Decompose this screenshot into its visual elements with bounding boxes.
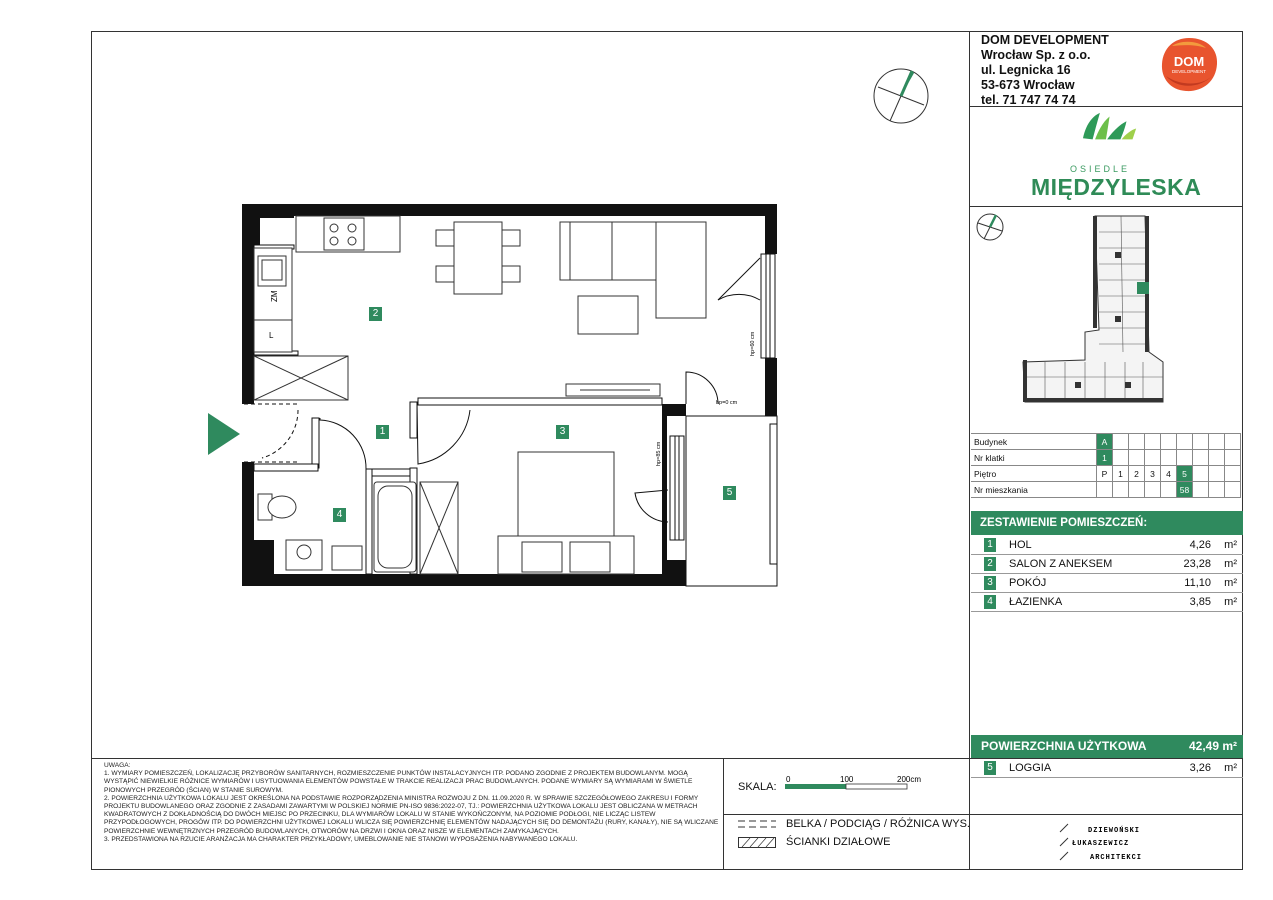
room-number: 4	[984, 595, 996, 609]
info-cell: 1	[1097, 450, 1113, 466]
info-cell	[1113, 450, 1129, 466]
brand-name: MIĘDZYLESKA	[1031, 174, 1202, 200]
info-cell	[1193, 434, 1209, 450]
info-cell: 5	[1177, 466, 1193, 482]
info-row-floor	[971, 466, 1241, 482]
loggia-area: 3,26	[1189, 762, 1211, 774]
info-cell	[1209, 434, 1225, 450]
total-area-value: 42,49 m²	[1188, 739, 1237, 753]
info-cell: 58	[1177, 482, 1193, 498]
room-name: POKÓJ	[1009, 577, 1047, 589]
info-cell	[1161, 450, 1177, 466]
info-row-staircase	[971, 450, 1241, 466]
beam-legend-icon	[738, 820, 776, 828]
header-divider-2	[969, 206, 1243, 207]
info-cell	[1209, 482, 1225, 498]
sidebar-divider	[969, 31, 970, 870]
info-row-building	[971, 434, 1241, 450]
info-cell	[1113, 434, 1129, 450]
scale-t1: 100	[840, 775, 854, 784]
room-row-4	[971, 593, 1243, 612]
info-cell	[1209, 466, 1225, 482]
company-line2: Wrocław Sp. z o.o.	[981, 48, 1091, 62]
info-cell	[1145, 450, 1161, 466]
info-cell: 3	[1145, 466, 1161, 482]
architect-line-2: ŁUKASZEWICZ	[1072, 840, 1130, 848]
info-label: Nr mieszkania	[971, 482, 1097, 498]
plan-label-1: 1	[376, 425, 389, 439]
notes-title: UWAGA:	[104, 762, 131, 769]
info-cell	[1225, 450, 1241, 466]
info-cell: 4	[1161, 466, 1177, 482]
info-cell: 1	[1113, 466, 1129, 482]
plan-label-5: 5	[723, 486, 736, 500]
company-phone: tel. 71 747 74 74	[981, 93, 1076, 107]
rooms-list-title: ZESTAWIENIE POMIESZCZEŃ:	[971, 511, 1243, 535]
info-cell	[1145, 434, 1161, 450]
room-number: 1	[984, 538, 996, 552]
info-cell	[1129, 450, 1145, 466]
room-area: 3,85	[1189, 596, 1211, 608]
room-area: 4,26	[1189, 539, 1211, 551]
room-row-3	[971, 574, 1243, 593]
plan-label-4: 4	[333, 508, 346, 522]
info-cell	[1209, 450, 1225, 466]
apartment-info-table	[971, 433, 1241, 498]
plan-hp-label-2: hp=0 cm	[716, 400, 738, 406]
notes-block	[104, 762, 720, 844]
architect-line-3: ARCHITEKCI	[1090, 854, 1143, 862]
total-area-label: POWIERZCHNIA UŻYTKOWA	[981, 739, 1147, 753]
room-area: 11,10	[1184, 577, 1211, 589]
total-area-bar	[971, 735, 1243, 758]
info-label: Budynek	[971, 434, 1097, 450]
loggia-row	[971, 759, 1243, 778]
info-cell	[1113, 482, 1129, 498]
info-cell	[1129, 434, 1145, 450]
plan-label-3: 3	[556, 425, 569, 439]
kitchen-zm-label: ZM	[270, 290, 279, 302]
room-number: 3	[984, 576, 996, 590]
info-cell	[1193, 482, 1209, 498]
info-cell	[1161, 434, 1177, 450]
room-name: HOL	[1009, 539, 1032, 551]
info-cell	[1177, 434, 1193, 450]
note-3: 3. PRZEDSTAWIONA NA RZUCIE ARANŻACJA MA CHARAKTER PRZYKŁADOWY, UMEBLOWANIE NIE STANOWI WYPOSAŻENIA NABYWANEGO LOKALU.	[104, 835, 578, 843]
room-area: 23,28	[1183, 558, 1211, 570]
info-cell	[1225, 482, 1241, 498]
legend-beam: BELKA / PODCIĄG / RÓŻNICA WYS.	[786, 818, 970, 830]
scale-t2: 200cm	[897, 775, 922, 784]
brand-sub: OSIEDLE	[1070, 164, 1131, 174]
compass-icon	[872, 67, 930, 125]
room-unit: m²	[1224, 577, 1237, 589]
note-1: 1. WYMIARY POMIESZCZEŃ, LOKALIZACJĘ PRZYBORÓW SANITARNYCH, ROZMIESZCZENIE PUNKTÓW INSTALACYJNYCH ITP. PODANO ZGODNIE Z PROJEKTEM BUDOWLANYM. MOGĄ WYSTĄPIĆ NIEWIELKIE RÓŻNICE WYMIARÓW I USYTUOWANIA ELEMENTÓW POWSTAŁE W TRAKCIE REALIZACJI PRAC BUDOWLANYCH. PODANE WYMIARY SĄ WYMIARAMI W ŚWIETLE PIONOWYCH PRZEGRÓD (ŚCIAN) W STANIE SUROWYM.	[104, 770, 693, 794]
room-unit: m²	[1224, 596, 1237, 608]
company-address: ul. Legnicka 16	[981, 63, 1071, 77]
dom-logo-sub: DEVELOPMENT	[1171, 69, 1207, 74]
room-name: ŁAZIENKA	[1009, 596, 1063, 608]
building-key-plan	[1015, 212, 1165, 412]
note-2: 2. POWIERZCHNIA UŻYTKOWA LOKALU JEST OKREŚLONA NA PODSTAWIE ROZPORZĄDZENIA MINISTRA ROZWOJU Z DN. 11.09.2020 R. W SPRAWIE SZCZEGÓŁOWEGO ZAKRESU I FORMY PROJEKTU BUDOWLANEGO ORAZ ZGODNIE Z ZASADAMI ZAWARTYMI W POLSKIEJ NORMIE PN-ISO 9836:2022-07, TJ.: POWIERZCHNIA UŻYTKOWA LOKALU JEST OBLICZANA W METRACH KWADRATOWYCH Z DOKŁADNOŚCIĄ DO DWÓCH MIEJSC PO PRZECINKU, DLA WYMIARÓW LOKALU W STANIE WYKOŃCZONYM, NA POZIOMIE PODŁOGI, NIE LICZĄC LISTEW PRZYPODŁOGOWYCH, PROGÓW ITP. DO POWIERZCHNI UŻYTKOWEJ LOKALU WLICZA SIĘ POWIERZCHNIĘ ELEMENTÓW NADAJĄCYCH SIĘ DO DEMONTAŻU (RURY, KANAŁY), NIE SĄ WLICZANE POWIERZCHNIE WEWNĘTRZNYCH PRZEGRÓD BUDOWLANYCH, OTWORÓW NA DRZWI I OKNA ORAZ NISZE W ELEMENTACH ZAMYKAJĄCYCH.	[104, 794, 719, 835]
dom-development-logo	[1158, 36, 1220, 94]
plan-label-2: 2	[369, 307, 382, 321]
miedzyleska-logo	[1030, 108, 1200, 166]
room-name: SALON Z ANEKSEM	[1009, 558, 1113, 570]
info-cell	[1225, 434, 1241, 450]
info-cell	[1177, 450, 1193, 466]
mini-compass-icon	[975, 212, 1005, 242]
legend-divider	[723, 814, 1243, 815]
company-city: 53-673 Wrocław	[981, 78, 1075, 92]
info-cell	[1161, 482, 1177, 498]
info-cell	[1129, 482, 1145, 498]
floor-plan	[200, 190, 790, 600]
info-cell	[1225, 466, 1241, 482]
scale-label: SKALA:	[738, 781, 777, 793]
room-row-2	[971, 555, 1243, 574]
plan-hp-label-3: hp=85 cm	[656, 441, 662, 466]
plan-hp-label-1: hp=60 cm	[750, 331, 756, 356]
dom-logo-text: DOM	[1173, 54, 1205, 69]
loggia-number: 5	[984, 761, 996, 775]
info-cell	[1145, 482, 1161, 498]
company-block	[981, 33, 1109, 108]
info-cell	[1193, 466, 1209, 482]
info-cell: A	[1097, 434, 1113, 450]
partition-legend-icon	[738, 837, 776, 848]
room-row-1	[971, 536, 1243, 555]
scale-bar	[785, 775, 945, 795]
loggia-unit: m²	[1224, 762, 1237, 774]
info-row-apartment	[971, 482, 1241, 498]
info-cell: P	[1097, 466, 1113, 482]
architect-logo	[1058, 818, 1158, 864]
room-unit: m²	[1224, 539, 1237, 551]
company-name: DOM DEVELOPMENT	[981, 33, 1109, 47]
legend-partition: ŚCIANKI DZIAŁOWE	[786, 836, 891, 848]
architect-line-1: DZIEWOŃSKI	[1088, 827, 1141, 835]
loggia-name: LOGGIA	[1009, 762, 1052, 774]
info-label: Piętro	[971, 466, 1097, 482]
scale-t0: 0	[786, 775, 791, 784]
room-unit: m²	[1224, 558, 1237, 570]
info-label: Nr klatki	[971, 450, 1097, 466]
entrance-arrow-icon	[208, 413, 240, 455]
info-cell	[1097, 482, 1113, 498]
info-cell: 2	[1129, 466, 1145, 482]
kitchen-l-label: L	[269, 331, 274, 340]
room-number: 2	[984, 557, 996, 571]
info-cell	[1193, 450, 1209, 466]
